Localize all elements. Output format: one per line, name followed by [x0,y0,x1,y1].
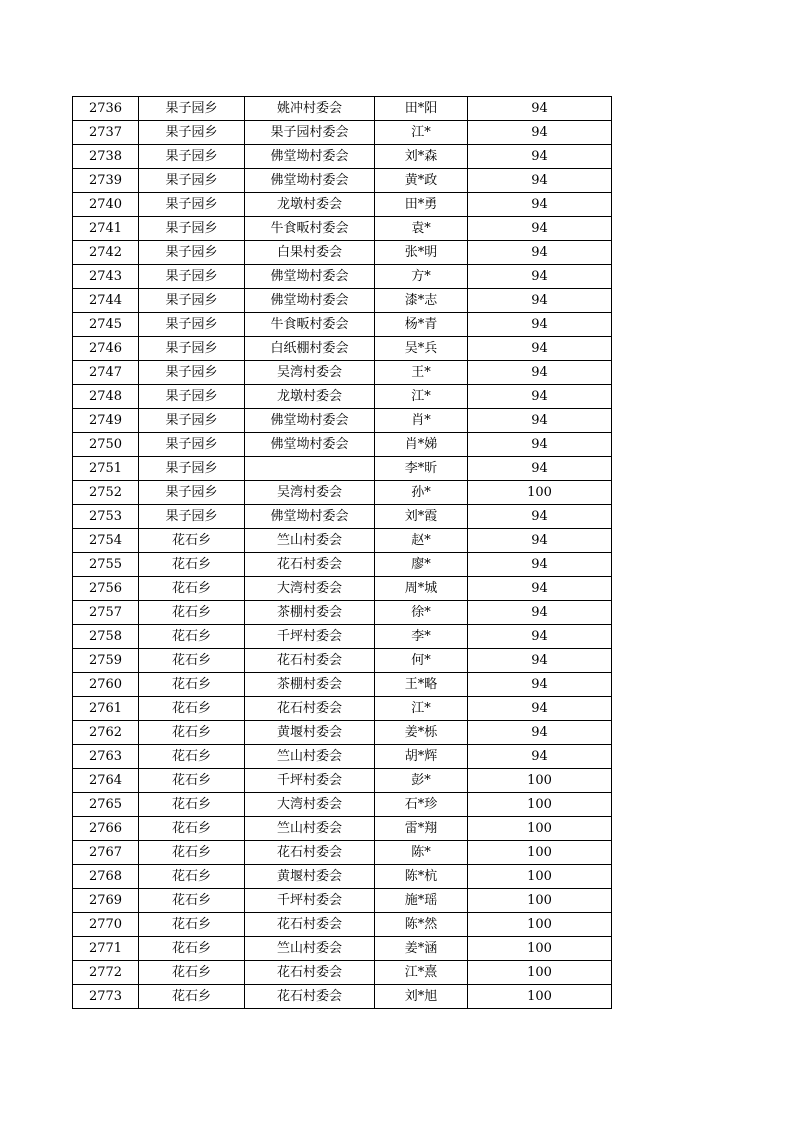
village-committee-cell: 白纸棚村委会 [245,337,375,361]
serial-number-cell: 2763 [73,745,139,769]
score-cell: 94 [468,673,612,697]
person-name-cell: 方* [375,265,468,289]
village-committee-cell: 竺山村委会 [245,817,375,841]
village-committee-cell: 龙墩村委会 [245,193,375,217]
village-committee-cell: 牛食畈村委会 [245,313,375,337]
township-cell: 花石乡 [139,793,245,817]
score-cell: 100 [468,841,612,865]
score-cell: 94 [468,121,612,145]
township-cell: 果子园乡 [139,337,245,361]
serial-number-cell: 2746 [73,337,139,361]
score-cell: 94 [468,337,612,361]
township-cell: 果子园乡 [139,193,245,217]
serial-number-cell: 2740 [73,193,139,217]
person-name-cell: 江* [375,385,468,409]
village-committee-cell: 花石村委会 [245,697,375,721]
village-committee-cell: 黄堰村委会 [245,721,375,745]
person-name-cell: 廖* [375,553,468,577]
serial-number-cell: 2750 [73,433,139,457]
score-cell: 94 [468,289,612,313]
serial-number-cell: 2753 [73,505,139,529]
village-committee-cell: 吴湾村委会 [245,481,375,505]
serial-number-cell: 2754 [73,529,139,553]
township-cell: 花石乡 [139,553,245,577]
roster-table-body [73,97,612,1009]
table-row [73,265,612,289]
score-cell: 94 [468,505,612,529]
serial-number-cell: 2745 [73,313,139,337]
score-cell: 100 [468,937,612,961]
village-committee-cell [245,457,375,481]
township-cell: 花石乡 [139,697,245,721]
person-name-cell: 漆*志 [375,289,468,313]
score-cell: 100 [468,865,612,889]
score-cell: 100 [468,769,612,793]
score-cell: 94 [468,193,612,217]
person-name-cell: 陈*然 [375,913,468,937]
person-name-cell: 李* [375,625,468,649]
village-committee-cell: 花石村委会 [245,985,375,1009]
score-cell: 100 [468,985,612,1009]
serial-number-cell: 2762 [73,721,139,745]
table-row [73,841,612,865]
score-cell: 94 [468,145,612,169]
score-cell: 94 [468,265,612,289]
serial-number-cell: 2757 [73,601,139,625]
table-row [73,601,612,625]
score-cell: 94 [468,457,612,481]
township-cell: 花石乡 [139,841,245,865]
table-row [73,289,612,313]
score-cell: 100 [468,817,612,841]
score-cell: 94 [468,361,612,385]
table-row [73,817,612,841]
township-cell: 花石乡 [139,529,245,553]
village-committee-cell: 竺山村委会 [245,937,375,961]
township-cell: 花石乡 [139,961,245,985]
table-row [73,673,612,697]
person-name-cell: 施*瑶 [375,889,468,913]
township-cell: 花石乡 [139,673,245,697]
serial-number-cell: 2761 [73,697,139,721]
table-row [73,769,612,793]
township-cell: 果子园乡 [139,313,245,337]
serial-number-cell: 2736 [73,97,139,121]
score-cell: 100 [468,889,612,913]
person-name-cell: 田*阳 [375,97,468,121]
table-row [73,313,612,337]
person-name-cell: 袁* [375,217,468,241]
person-name-cell: 刘*森 [375,145,468,169]
table-row [73,361,612,385]
person-name-cell: 王*略 [375,673,468,697]
table-row [73,913,612,937]
score-cell: 94 [468,529,612,553]
table-row [73,193,612,217]
table-row [73,889,612,913]
table-row [73,97,612,121]
serial-number-cell: 2760 [73,673,139,697]
score-cell: 94 [468,697,612,721]
score-cell: 94 [468,409,612,433]
person-name-cell: 黄*政 [375,169,468,193]
serial-number-cell: 2768 [73,865,139,889]
township-cell: 果子园乡 [139,457,245,481]
village-committee-cell: 龙墩村委会 [245,385,375,409]
township-cell: 果子园乡 [139,289,245,313]
serial-number-cell: 2748 [73,385,139,409]
person-name-cell: 孙* [375,481,468,505]
table-row [73,457,612,481]
person-name-cell: 陈* [375,841,468,865]
serial-number-cell: 2773 [73,985,139,1009]
person-name-cell: 刘*旭 [375,985,468,1009]
table-row [73,649,612,673]
township-cell: 果子园乡 [139,481,245,505]
village-committee-cell: 佛堂坳村委会 [245,289,375,313]
serial-number-cell: 2758 [73,625,139,649]
person-name-cell: 江* [375,121,468,145]
township-cell: 果子园乡 [139,265,245,289]
roster-table [72,96,612,1009]
township-cell: 花石乡 [139,985,245,1009]
serial-number-cell: 2766 [73,817,139,841]
serial-number-cell: 2744 [73,289,139,313]
village-committee-cell: 佛堂坳村委会 [245,169,375,193]
village-committee-cell: 果子园村委会 [245,121,375,145]
village-committee-cell: 佛堂坳村委会 [245,505,375,529]
person-name-cell: 王* [375,361,468,385]
table-row [73,217,612,241]
score-cell: 94 [468,553,612,577]
village-committee-cell: 姚冲村委会 [245,97,375,121]
table-row [73,865,612,889]
serial-number-cell: 2771 [73,937,139,961]
person-name-cell: 陈*杭 [375,865,468,889]
village-committee-cell: 佛堂坳村委会 [245,433,375,457]
village-committee-cell: 白果村委会 [245,241,375,265]
serial-number-cell: 2764 [73,769,139,793]
score-cell: 94 [468,385,612,409]
serial-number-cell: 2755 [73,553,139,577]
score-cell: 94 [468,577,612,601]
serial-number-cell: 2756 [73,577,139,601]
serial-number-cell: 2751 [73,457,139,481]
township-cell: 花石乡 [139,625,245,649]
person-name-cell: 吴*兵 [375,337,468,361]
table-row [73,529,612,553]
township-cell: 花石乡 [139,817,245,841]
township-cell: 花石乡 [139,913,245,937]
village-committee-cell: 千坪村委会 [245,625,375,649]
person-name-cell: 徐* [375,601,468,625]
score-cell: 94 [468,313,612,337]
village-committee-cell: 茶棚村委会 [245,673,375,697]
table-row [73,169,612,193]
person-name-cell: 何* [375,649,468,673]
person-name-cell: 杨*青 [375,313,468,337]
person-name-cell: 彭* [375,769,468,793]
township-cell: 果子园乡 [139,433,245,457]
person-name-cell: 雷*翔 [375,817,468,841]
table-row [73,721,612,745]
township-cell: 果子园乡 [139,385,245,409]
person-name-cell: 田*勇 [375,193,468,217]
table-row [73,937,612,961]
serial-number-cell: 2769 [73,889,139,913]
serial-number-cell: 2759 [73,649,139,673]
township-cell: 花石乡 [139,865,245,889]
score-cell: 94 [468,601,612,625]
score-cell: 94 [468,217,612,241]
village-committee-cell: 佛堂坳村委会 [245,265,375,289]
village-committee-cell: 黄堰村委会 [245,865,375,889]
score-cell: 94 [468,241,612,265]
village-committee-cell: 千坪村委会 [245,769,375,793]
township-cell: 花石乡 [139,721,245,745]
village-committee-cell: 吴湾村委会 [245,361,375,385]
village-committee-cell: 牛食畈村委会 [245,217,375,241]
serial-number-cell: 2739 [73,169,139,193]
score-cell: 94 [468,433,612,457]
table-row [73,241,612,265]
score-cell: 100 [468,481,612,505]
person-name-cell: 姜*涵 [375,937,468,961]
table-row [73,793,612,817]
township-cell: 花石乡 [139,937,245,961]
village-committee-cell: 花石村委会 [245,913,375,937]
village-committee-cell: 茶棚村委会 [245,601,375,625]
village-committee-cell: 千坪村委会 [245,889,375,913]
table-row [73,577,612,601]
township-cell: 果子园乡 [139,121,245,145]
township-cell: 果子园乡 [139,361,245,385]
village-committee-cell: 花石村委会 [245,841,375,865]
serial-number-cell: 2737 [73,121,139,145]
serial-number-cell: 2770 [73,913,139,937]
village-committee-cell: 佛堂坳村委会 [245,409,375,433]
township-cell: 花石乡 [139,889,245,913]
score-cell: 94 [468,625,612,649]
person-name-cell: 江*熹 [375,961,468,985]
village-committee-cell: 大湾村委会 [245,577,375,601]
township-cell: 果子园乡 [139,409,245,433]
person-name-cell: 姜*栎 [375,721,468,745]
serial-number-cell: 2765 [73,793,139,817]
person-name-cell: 胡*辉 [375,745,468,769]
township-cell: 果子园乡 [139,97,245,121]
table-row [73,433,612,457]
person-name-cell: 江* [375,697,468,721]
table-row [73,409,612,433]
village-committee-cell: 大湾村委会 [245,793,375,817]
township-cell: 花石乡 [139,649,245,673]
table-row [73,697,612,721]
score-cell: 100 [468,961,612,985]
table-row [73,145,612,169]
table-row [73,385,612,409]
score-cell: 94 [468,169,612,193]
table-row [73,961,612,985]
village-committee-cell: 花石村委会 [245,553,375,577]
score-cell: 94 [468,649,612,673]
table-row [73,625,612,649]
township-cell: 花石乡 [139,769,245,793]
table-row [73,481,612,505]
person-name-cell: 肖*娣 [375,433,468,457]
score-cell: 94 [468,721,612,745]
serial-number-cell: 2749 [73,409,139,433]
person-name-cell: 肖* [375,409,468,433]
serial-number-cell: 2743 [73,265,139,289]
village-committee-cell: 花石村委会 [245,961,375,985]
serial-number-cell: 2738 [73,145,139,169]
table-row [73,121,612,145]
serial-number-cell: 2742 [73,241,139,265]
serial-number-cell: 2747 [73,361,139,385]
person-name-cell: 石*珍 [375,793,468,817]
serial-number-cell: 2772 [73,961,139,985]
table-row [73,553,612,577]
township-cell: 果子园乡 [139,217,245,241]
table-row [73,745,612,769]
table-row [73,337,612,361]
table-row [73,985,612,1009]
person-name-cell: 张*明 [375,241,468,265]
person-name-cell: 赵* [375,529,468,553]
township-cell: 果子园乡 [139,505,245,529]
township-cell: 果子园乡 [139,145,245,169]
person-name-cell: 李*昕 [375,457,468,481]
score-cell: 100 [468,913,612,937]
person-name-cell: 周*城 [375,577,468,601]
serial-number-cell: 2752 [73,481,139,505]
table-row [73,505,612,529]
serial-number-cell: 2741 [73,217,139,241]
person-name-cell: 刘*霞 [375,505,468,529]
township-cell: 果子园乡 [139,169,245,193]
township-cell: 花石乡 [139,577,245,601]
score-cell: 94 [468,97,612,121]
village-committee-cell: 花石村委会 [245,649,375,673]
score-cell: 94 [468,745,612,769]
township-cell: 花石乡 [139,601,245,625]
village-committee-cell: 佛堂坳村委会 [245,145,375,169]
township-cell: 花石乡 [139,745,245,769]
score-cell: 100 [468,793,612,817]
serial-number-cell: 2767 [73,841,139,865]
village-committee-cell: 竺山村委会 [245,529,375,553]
township-cell: 果子园乡 [139,241,245,265]
village-committee-cell: 竺山村委会 [245,745,375,769]
